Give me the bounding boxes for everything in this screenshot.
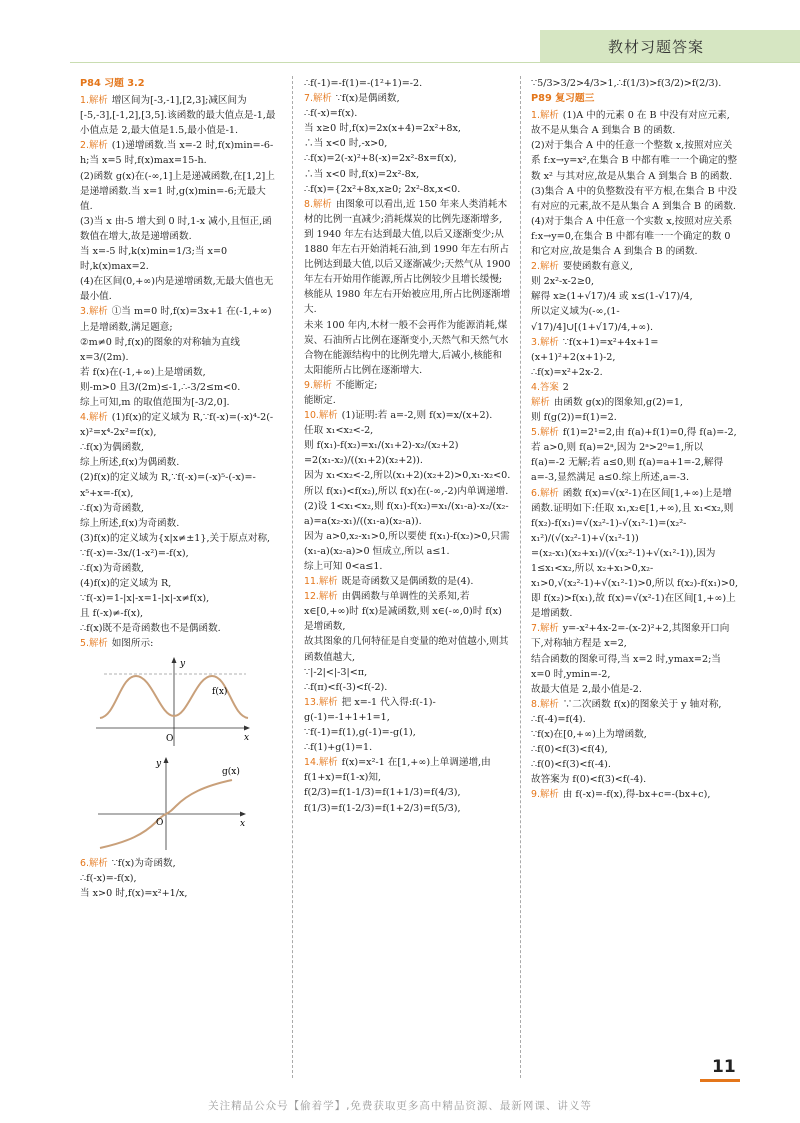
answer-paragraph bbox=[80, 501, 277, 516]
answer-paragraph bbox=[304, 589, 511, 634]
answer-paragraph bbox=[531, 274, 739, 289]
answer-text: 综上可知,m 的取值范围为[-3/2,0]. bbox=[80, 396, 230, 408]
answer-text: 要使函数有意义, bbox=[562, 261, 633, 273]
answer-tag: 9.解析 bbox=[304, 379, 332, 391]
answer-text: =2(x₁-x₂)/((x₁+2)(x₂+2)). bbox=[304, 455, 423, 467]
answer-paragraph bbox=[80, 636, 277, 651]
answer-text: 因为 x₁<x₂<-2,所以(x₁+2)(x₂+2)>0,x₁-x₂<0. bbox=[304, 470, 511, 482]
answer-paragraph bbox=[531, 425, 739, 485]
answer-paragraph bbox=[531, 787, 739, 802]
answer-text: 故答案为 f(0)<f(3)<f(-4). bbox=[531, 774, 647, 786]
answer-paragraph bbox=[304, 151, 511, 166]
answer-paragraph bbox=[80, 606, 277, 621]
answer-paragraph bbox=[531, 621, 739, 651]
answer-text: ∵f(-x)=-3x/(1-x²)=-f(x), bbox=[80, 547, 189, 559]
answer-text: 当 x>0 时,f(x)=x²+1/x, bbox=[80, 887, 188, 899]
answer-paragraph bbox=[304, 106, 511, 121]
answer-tag: 4.答案 bbox=[531, 381, 559, 393]
answer-text: f(1/3)=f(1-2/3)=f(1+2/3)=f(5/3), bbox=[304, 802, 461, 814]
answer-text: 故其图象的几何特征是自变量的绝对值越小,则其函数值越大, bbox=[304, 636, 509, 663]
answer-paragraph bbox=[304, 393, 511, 408]
answer-paragraph bbox=[531, 76, 739, 91]
answer-text: 把 x=-1 代入得:f(-1)-g(-1)=-1+1+1=1, bbox=[304, 696, 436, 723]
answer-paragraph bbox=[531, 380, 739, 395]
answer-paragraph bbox=[304, 136, 511, 151]
answer-paragraph bbox=[531, 546, 739, 621]
answer-text: 若 f(x)在(-1,+∞)上是增函数, bbox=[80, 366, 206, 378]
answer-text: ∵5/3>3/2>4/3>1,∴f(1/3)>f(3/2)>f(2/3). bbox=[531, 78, 722, 89]
answer-text: f(2/3)=f(1-1/3)=f(1+1/3)=f(4/3), bbox=[304, 787, 461, 799]
answer-text: 则 f(x₁)-f(x₂)=x₁/(x₁+2)-x₂/(x₂+2) bbox=[304, 440, 459, 452]
answer-paragraph bbox=[304, 76, 511, 91]
answer-paragraph bbox=[304, 740, 511, 755]
answer-text: 当 x=-5 时,k(x)min=1/3;当 x=0 时,k(x)max=2. bbox=[80, 246, 228, 273]
answer-paragraph bbox=[304, 695, 511, 725]
answer-tag: 10.解析 bbox=[304, 410, 338, 422]
answer-paragraph bbox=[80, 274, 277, 304]
answer-paragraph bbox=[531, 304, 739, 334]
answer-text: ∵f(x)为奇函数, bbox=[111, 857, 176, 869]
answer-text: 由偶函数与单调性的关系知,若 x∈[0,+∞)时 f(x)是减函数,则 x∈(-∞,0)时 f(x)是增函数, bbox=[304, 591, 502, 633]
answer-paragraph bbox=[80, 244, 277, 274]
answer-paragraph bbox=[304, 725, 511, 740]
answer-text: 且 f(-x)≠-f(x), bbox=[80, 608, 144, 620]
answer-text: ∵|-2|<|-3|<π, bbox=[304, 666, 368, 678]
answer-text: 综上所述,f(x)为偶函数. bbox=[80, 457, 180, 469]
answer-paragraph bbox=[531, 259, 739, 274]
answer-text: 2 bbox=[562, 381, 569, 393]
answer-text: (1)证明:若 a=-2,则 f(x)=x/(x+2). bbox=[341, 410, 493, 422]
x-axis-arrow bbox=[240, 811, 246, 816]
answer-text: ∴f(-x)=-f(x), bbox=[80, 872, 137, 884]
answer-paragraph bbox=[304, 318, 511, 378]
y-axis-label: y bbox=[156, 758, 162, 769]
answer-paragraph bbox=[80, 440, 277, 455]
answer-paragraph bbox=[304, 167, 511, 182]
answer-tag: 2.解析 bbox=[531, 261, 559, 273]
answer-tag: 7.解析 bbox=[304, 93, 332, 105]
answer-paragraph bbox=[531, 712, 739, 727]
answer-text: (2)设 1<x₁<x₂,则 f(x₁)-f(x₂)=x₁/(x₁-a)-x₂/(x₂-a)=a(x₂-x₁)/((x₁-a)(x₂-a)). bbox=[304, 500, 509, 527]
answer-paragraph bbox=[531, 184, 739, 214]
answer-text: (2)对于集合 A 中的任意一个整数 x,按照对应关系 f:x→y=x²,在集合 B 中都有唯一一个确定的整数 x² 与其对应,故是从集合 A 到集合 B 的函数. bbox=[531, 140, 738, 182]
answer-text: f(1)=2¹=2,由 f(a)+f(1)=0,得 f(a)=-2,若 a>0,则 f(a)=2ᵃ,因为 2ᵃ>2⁰=1,所以 f(a)=-2 无解;若 a≤0,则 f(a)=a+1=-2,解得 a=-3,显然满足 a≤0.综上所述,a=-3. bbox=[531, 427, 737, 484]
answer-text: 结合函数的图象可得,当 x=2 时,ymax=2;当 x=0 时,ymin=-2, bbox=[531, 653, 721, 680]
answer-paragraph bbox=[304, 680, 511, 695]
answer-text: 如图所示: bbox=[111, 638, 154, 650]
answer-text: ∴f(x)={2x²+8x,x≥0; 2x²-8x,x<0. bbox=[304, 183, 461, 195]
answer-text: ∴f(0)<f(3)<f(4), bbox=[531, 744, 608, 756]
answer-text: 解得 x≥(1+√17)/4 或 x≤(1-√17)/4, bbox=[531, 291, 693, 303]
footer-note: 关注精品公众号【偷着学】,免费获取更多高中精品资源、最新网课、讲义等 bbox=[208, 1100, 592, 1112]
answer-text: 既是奇函数又是偶函数的是(4). bbox=[341, 576, 474, 588]
answer-paragraph bbox=[304, 559, 511, 574]
answer-text: (1)f(x)的定义域为 R,∵f(-x)=(-x)⁴-2(-x)²=x⁴-2x²=f(x), bbox=[80, 412, 274, 439]
answer-text: ∴f(-x)=f(x). bbox=[304, 108, 358, 120]
answer-text: (3)当 x 由-5 增大到 0 时,1-x 减小,且恒正,函数值在增大,故是递增函数. bbox=[80, 215, 272, 242]
answer-paragraph bbox=[80, 561, 277, 576]
answer-text: (4)f(x)的定义域为 R, bbox=[80, 578, 172, 590]
answer-paragraph bbox=[80, 335, 277, 365]
answer-paragraph bbox=[531, 108, 739, 138]
answer-text: 则 2x²-x-2≥0, bbox=[531, 276, 595, 288]
answer-text: ∴f(x)既不是奇函数也不是偶函数. bbox=[80, 623, 221, 635]
answer-paragraph bbox=[531, 742, 739, 757]
answer-text: (4)在区间(0,+∞)内是递增函数,无最大值也无最小值. bbox=[80, 276, 274, 303]
answer-text: 所以定义域为(-∞,(1-√17)/4]∪[(1+√17)/4,+∞). bbox=[531, 306, 654, 333]
answer-paragraph bbox=[304, 408, 511, 423]
header-rule bbox=[70, 62, 800, 63]
y-axis-arrow bbox=[172, 657, 177, 663]
answer-paragraph bbox=[80, 871, 277, 886]
answer-text: 综上可知 0<a≤1. bbox=[304, 561, 383, 572]
answer-text: ∴f(-1)=-f(1)=-(1²+1)=-2. bbox=[304, 78, 423, 89]
column-divider bbox=[292, 76, 293, 1078]
f-curve-label: f(x) bbox=[212, 686, 228, 697]
answer-text: ①当 m=0 时,f(x)=3x+1 在(-1,+∞)上是增函数,满足题意; bbox=[80, 306, 272, 333]
answer-paragraph bbox=[304, 785, 511, 800]
answer-text: 由 f(-x)=-f(x),得-bx+c=-(bx+c), bbox=[562, 789, 711, 801]
answer-paragraph bbox=[531, 289, 739, 304]
answer-text: y=-x²+4x-2=-(x-2)²+2,其图象开口向下,对称轴方程是 x=2, bbox=[531, 623, 730, 650]
answer-paragraph bbox=[304, 182, 511, 197]
answer-paragraph bbox=[80, 856, 277, 871]
answer-paragraph bbox=[80, 546, 277, 561]
answer-tag: 13.解析 bbox=[304, 696, 338, 708]
answer-paragraph bbox=[304, 468, 511, 483]
answer-text: 增区间为[-3,-1],[2,3];减区间为[-5,-3],[-1,2],[3,5].该函数的最大值点是-1,最小值点是 2,最大值是1.5,最小值是-1. bbox=[80, 95, 276, 137]
answer-tag: 5.解析 bbox=[531, 427, 559, 439]
answer-text: ∴f(0)<f(3)<f(-4). bbox=[531, 759, 611, 771]
answer-paragraph bbox=[531, 757, 739, 772]
answer-text: ∵f(x)是偶函数, bbox=[335, 93, 400, 105]
answer-text: 未来 100 年内,木材一般不会再作为能源消耗,煤炭、石油所占比例在逐渐变小,天然气和天然气水合物在能源结构中的比例先增大,后减小,核能和太阳能所占比例在逐渐增大. bbox=[304, 319, 509, 376]
answer-text: ∴f(-4)=f(4). bbox=[531, 713, 586, 725]
answer-text: ∵f(-x)=1-|x|-x=1-|x|-x≠f(x), bbox=[80, 593, 210, 605]
answer-text: 因为 a>0,x₂-x₁>0,所以要使 f(x₁)-f(x₂)>0,只需(x₁-a)(x₂-a)>0 恒成立,所以 a≤1. bbox=[304, 530, 510, 557]
answer-paragraph bbox=[80, 93, 277, 138]
answer-tag: 8.解析 bbox=[304, 198, 332, 210]
answer-tag: 2.解析 bbox=[80, 140, 108, 152]
answer-tag: 12.解析 bbox=[304, 591, 338, 603]
answer-text: 当 x≥0 时,f(x)=2x(x+4)=2x²+8x, bbox=[304, 123, 461, 135]
answer-text: ∴f(π)<f(-3)<f(-2). bbox=[304, 681, 388, 693]
answer-text: (1)递增函数.当 x=-2 时,f(x)min=-6-h;当 x=5 时,f(x)max=15-h. bbox=[80, 140, 274, 167]
answer-text: ∴当 x<0 时,-x>0, bbox=[304, 138, 388, 150]
answer-text: ∴f(1)+g(1)=1. bbox=[304, 742, 373, 754]
answer-paragraph bbox=[531, 697, 739, 712]
answer-text: ∵f(-1)=f(1),g(-1)=-g(1), bbox=[304, 727, 416, 739]
answer-text: 故最大值是 2,最小值是-2. bbox=[531, 683, 642, 695]
answer-paragraph bbox=[80, 410, 277, 440]
answer-tag: 14.解析 bbox=[304, 757, 338, 769]
x-axis-label: x bbox=[244, 732, 250, 743]
answer-text: (2)f(x)的定义域为 R,∵f(-x)=(-x)⁵-(-x)=-x⁵+x=-f(x), bbox=[80, 472, 256, 499]
answer-paragraph bbox=[80, 395, 277, 410]
answer-text: 则 f(g(2))=f(1)=2. bbox=[531, 412, 617, 424]
answer-text: ∴f(x)=x²+2x-2. bbox=[531, 366, 603, 378]
answer-tag: 7.解析 bbox=[531, 623, 559, 635]
answer-text: ∴当 x<0 时,f(x)=2x²-8x, bbox=[304, 168, 420, 180]
answer-tag: 8.解析 bbox=[531, 698, 559, 710]
graph-f bbox=[96, 657, 250, 746]
answer-paragraph bbox=[304, 529, 511, 559]
page-number: 11 bbox=[712, 1057, 736, 1077]
answer-paragraph bbox=[304, 121, 511, 136]
column-divider bbox=[520, 76, 521, 1078]
answer-paragraph bbox=[80, 591, 277, 606]
answer-paragraph bbox=[80, 304, 277, 334]
answer-tag: 6.解析 bbox=[531, 487, 559, 499]
answer-paragraph bbox=[80, 576, 277, 591]
answer-paragraph bbox=[80, 531, 277, 546]
answer-tag: 解析 bbox=[531, 396, 550, 408]
answer-text: ∵f(x)在[0,+∞)上为增函数, bbox=[531, 729, 647, 741]
answer-paragraph bbox=[80, 470, 277, 500]
answer-text: (3)集合 A 中的负整数没有平方根,在集合 B 中没有对应的元素,故不是从集合 A 到集合 B 的函数. bbox=[531, 185, 737, 212]
graph-g bbox=[98, 757, 246, 850]
answer-text: (4)对于集合 A 中任意一个实数 x,按照对应关系 f:x→y=0,在集合 B 中都有唯一一个确定的数 0 和它对应,故是集合 A 到集合 B 的函数. bbox=[531, 215, 733, 258]
column-left bbox=[80, 76, 277, 901]
x-axis-arrow bbox=[244, 725, 250, 730]
answer-paragraph bbox=[80, 621, 277, 636]
answer-paragraph bbox=[531, 214, 739, 259]
answer-paragraph bbox=[80, 169, 277, 214]
answer-paragraph bbox=[304, 801, 511, 816]
column-right bbox=[531, 76, 739, 803]
answer-tag: 3.解析 bbox=[80, 306, 108, 318]
answer-text: ∵f(x+1)=x²+4x+1=(x+1)²+2(x+1)-2, bbox=[531, 336, 659, 363]
answer-text: 则-m>0 且3/(2m)≤-1,∴-3/2≤m<0. bbox=[80, 381, 241, 393]
answer-text: ∴f(x)=2(-x)²+8(-x)=2x²-8x=f(x), bbox=[304, 153, 457, 165]
answer-text: f(x)=x²-1 在[1,+∞)上单调递增,由 f(1+x)=f(1-x)知, bbox=[304, 757, 491, 784]
answer-text: 综上所述,f(x)为奇函数. bbox=[80, 517, 180, 529]
answer-text: ∵二次函数 f(x)的图象关于 y 轴对称, bbox=[562, 698, 722, 710]
page-number-bar bbox=[700, 1079, 740, 1082]
answer-paragraph bbox=[304, 423, 511, 438]
answer-text: 函数 f(x)=√(x²-1)在区间[1,+∞)上是增函数.证明如下:任取 x₁,x₂∈[1,+∞),且 x₁<x₂,则 f(x₂)-f(x₁)=√(x₂²-1)-√(x₁²-1)=(x₂²-x₁²)/(√(x₂²-1)+√(x₁²-1)) bbox=[531, 487, 734, 544]
answer-text: (2)函数 g(x)在(-∞,1]上是递减函数,在[1,2]上是递增函数.当 x=1 时,g(x)min=-6;无最大值. bbox=[80, 170, 275, 212]
answer-paragraph bbox=[80, 138, 277, 168]
answer-text: (3)f(x)的定义域为{x|x≠±1},关于原点对称, bbox=[80, 532, 271, 544]
answer-paragraph bbox=[304, 197, 511, 318]
answer-text: ∴f(x)为偶函数, bbox=[80, 442, 144, 454]
answer-text: 任取 x₁<x₂<-2, bbox=[304, 425, 374, 437]
answer-paragraph bbox=[531, 335, 739, 365]
answer-text: 不能断定; bbox=[335, 379, 378, 391]
answer-tag: 1.解析 bbox=[531, 110, 559, 122]
answer-paragraph bbox=[80, 214, 277, 244]
answer-paragraph bbox=[531, 410, 739, 425]
section-heading: P84 习题 3.2 bbox=[80, 78, 145, 89]
y-axis-arrow bbox=[164, 757, 169, 763]
answer-paragraph bbox=[80, 455, 277, 470]
answer-paragraph bbox=[531, 365, 739, 380]
answer-tag: 9.解析 bbox=[531, 789, 559, 801]
answer-paragraph bbox=[304, 665, 511, 680]
answer-paragraph bbox=[531, 727, 739, 742]
answer-paragraph bbox=[304, 634, 511, 664]
column-middle bbox=[304, 76, 511, 816]
answer-paragraph bbox=[304, 755, 511, 785]
answer-tag: 1.解析 bbox=[80, 95, 108, 107]
answer-tag: 5.解析 bbox=[80, 638, 108, 650]
answer-paragraph bbox=[531, 395, 739, 410]
answer-text: 由图象可以看出,近 150 年来人类消耗木材的比例一直减少;消耗煤炭的比例先逐渐增多,到 1940 年左右达到最大值,以后又逐渐变少;从 1880 年左右开始消耗石油,到 1990 年左右所占比例达到最大值,以后又逐渐减少;天然气从 1900 年左右开始用作能源,所占比例较少且增长缓慢;核能从 1980 年左右开始被应用,所占比例逐渐增大. bbox=[304, 198, 511, 316]
answer-paragraph bbox=[80, 516, 277, 531]
answer-paragraph bbox=[304, 484, 511, 499]
answer-text: (1)A 中的元素 0 在 B 中没有对应元素,故不是从集合 A 到集合 B 的函数. bbox=[531, 110, 730, 137]
origin-label: O bbox=[166, 733, 174, 744]
answer-text: 所以 f(x₁)<f(x₂),所以 f(x)在(-∞,-2)内单调递增. bbox=[304, 485, 509, 497]
function-graphs-figure bbox=[94, 654, 254, 854]
y-axis-label: y bbox=[180, 658, 186, 669]
answer-paragraph bbox=[304, 438, 511, 453]
g-curve-label: g(x) bbox=[222, 766, 240, 777]
answer-paragraph bbox=[304, 91, 511, 106]
answer-paragraph bbox=[531, 486, 739, 546]
answer-text: ∴f(x)为奇函数, bbox=[80, 563, 144, 574]
answer-paragraph bbox=[304, 574, 511, 589]
answer-paragraph bbox=[80, 886, 277, 901]
answer-paragraph bbox=[531, 682, 739, 697]
answer-text: ∴f(x)为奇函数, bbox=[80, 502, 144, 514]
answer-paragraph bbox=[531, 652, 739, 682]
answer-paragraph bbox=[304, 378, 511, 393]
answer-tag: 3.解析 bbox=[531, 336, 559, 348]
answer-tag: 11.解析 bbox=[304, 576, 338, 588]
answer-tag: 4.解析 bbox=[80, 412, 108, 424]
answer-paragraph bbox=[531, 138, 739, 183]
answer-paragraph bbox=[304, 499, 511, 529]
answer-text: 由函数 g(x)的图象知,g(2)=1, bbox=[553, 396, 683, 408]
answer-paragraph bbox=[304, 453, 511, 468]
answer-paragraph bbox=[531, 772, 739, 787]
answer-paragraph bbox=[80, 380, 277, 395]
answer-text: ②m≠0 时,f(x)的图象的对称轴为直线 x=3/(2m). bbox=[80, 336, 240, 363]
answer-paragraph bbox=[80, 365, 277, 380]
section-heading: P89 复习题三 bbox=[531, 93, 595, 105]
page-header-title: 教材习题答案 bbox=[608, 38, 705, 56]
answer-text: =(x₂-x₁)(x₂+x₁)/(√(x₂²-1)+√(x₁²-1)),因为 1≤x₁<x₂,所以 x₂+x₁>0,x₂-x₁>0,√(x₂²-1)+√(x₁²-1)>0,所以 f(x₂)-f(x₁)>0,即 f(x₂)>f(x₁),故 f(x)=√(x²-1)在区间[1,+∞)上是增函数. bbox=[531, 547, 739, 620]
figure-block bbox=[80, 654, 277, 854]
answer-text: 能断定. bbox=[304, 394, 336, 406]
origin-label: O bbox=[156, 817, 164, 828]
answer-tag: 6.解析 bbox=[80, 857, 108, 869]
x-axis-label: x bbox=[240, 818, 246, 829]
